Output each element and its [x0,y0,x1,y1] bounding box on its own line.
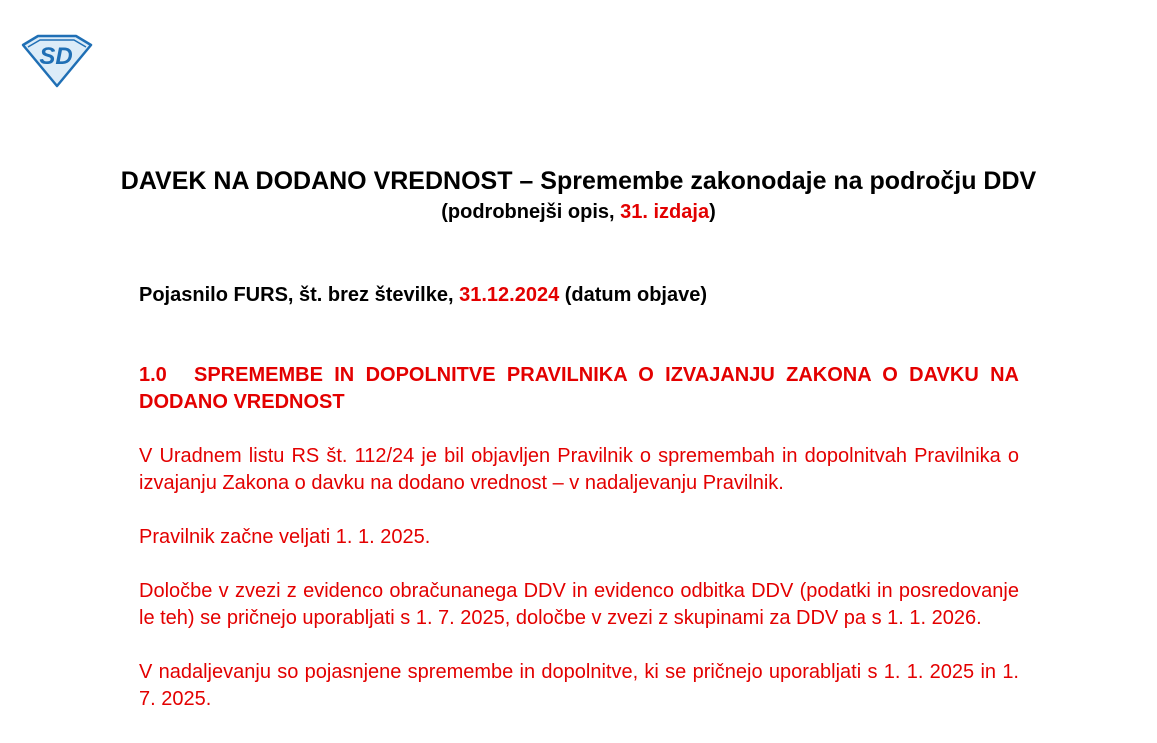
source-line [139,282,707,308]
paragraph: Pravilnik začne veljati 1. 1. 2025. [139,526,431,548]
edition-number: 31. izdaja [620,201,710,223]
title-block [0,166,1157,225]
section-heading-text: SPREMEMBE IN DOPOLNITVE PRAVILNIKA O IZVAJANJU ZAKONA O DAVKU NA DODANO VREDNOST [139,364,1019,413]
section-number: 1.0 [139,364,167,386]
paragraph: V Uradnem listu RS št. 112/24 je bil objavljen Pravilnik o spremembah in dopolnitvah Pravilnika o izvajanju Zakona o davku na dodano vrednost – v nadaljevanju Pravilnik. [139,445,1019,494]
subtitle-open: (podrobnejši opis, [441,201,621,223]
document-title [0,166,1157,197]
source-prefix: Pojasnilo FURS, št. brez številke, [139,284,460,306]
paragraph: V nadaljevanju so pojasnjene spremembe in dopolnitve, ki se pričnejo uporabljati s 1. 1. 2025 in 1. 7. 2025. [139,661,1019,710]
source-suffix: (datum objave) [559,284,708,306]
section-heading [139,362,1019,416]
document-subtitle [0,199,1157,225]
company-logo-icon [20,33,94,89]
paragraph: Določbe v zvezi z evidenco obračunanega DDV in evidenco odbitka DDV (podatki in posredovanje le teh) se pričnejo uporabljati s 1. 7. 2025, določbe v zvezi z skupinami za DDV pa s 1. 1. 2026. [139,580,1019,629]
source-date: 31.12.2024 [459,284,560,306]
subtitle-close: ) [709,201,716,223]
logo-text: SD [39,43,73,70]
title-main: DAVEK NA DODANO VREDNOST – Spremembe zakonodaje na področju DDV [120,167,1037,195]
section-content [139,362,1019,713]
